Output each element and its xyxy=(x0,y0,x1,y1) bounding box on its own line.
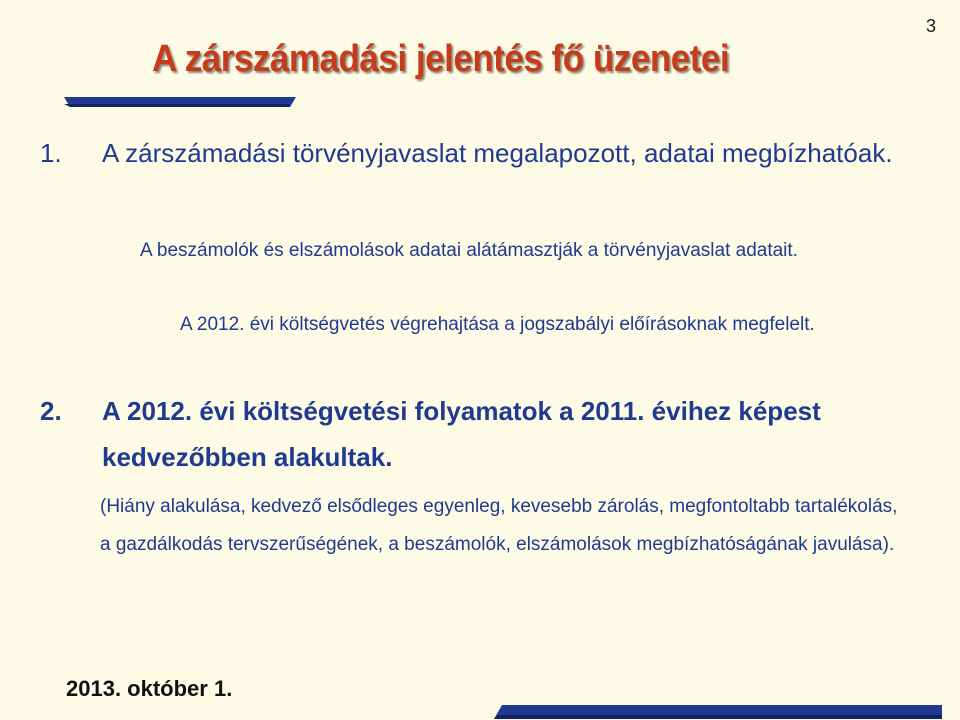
key-point-1-number: 1. xyxy=(40,138,62,168)
key-point-2-text: A 2012. évi költségvetési folyamatok a 2011. évihez képest kedvezőbben alakultak. xyxy=(102,396,821,472)
page-number: 3 xyxy=(925,16,936,36)
key-point-2 xyxy=(40,388,920,480)
footer-accent-bar xyxy=(494,705,942,719)
sub-point-execution: A 2012. évi költségvetés végrehajtása a jogszabályi előírásoknak megfelelt. xyxy=(180,314,815,335)
title-underline-bar xyxy=(64,97,296,107)
slide-title: A zárszámadási jelentés fő üzenetei xyxy=(152,38,730,80)
key-point-1-text: A zárszámadási törvényjavaslat megalapozott, adatai megbízhatóak. xyxy=(102,138,893,168)
key-point-2-number: 2. xyxy=(40,396,62,426)
footer-date: 2013. október 1. xyxy=(66,676,233,701)
key-point-1 xyxy=(40,130,920,176)
sub-point-reports: A beszámolók és elszámolások adatai alátámasztják a törvényjavaslat adatait. xyxy=(140,240,798,261)
sub-point-reasons: (Hiány alakulása, kedvező elsődleges egyenleg, kevesebb zárolás, megfontoltabb tartalékolás, a gazdálkodás tervszerűségének, a beszámolók, elszámolások megbízhatóságának javulása). xyxy=(100,496,898,555)
